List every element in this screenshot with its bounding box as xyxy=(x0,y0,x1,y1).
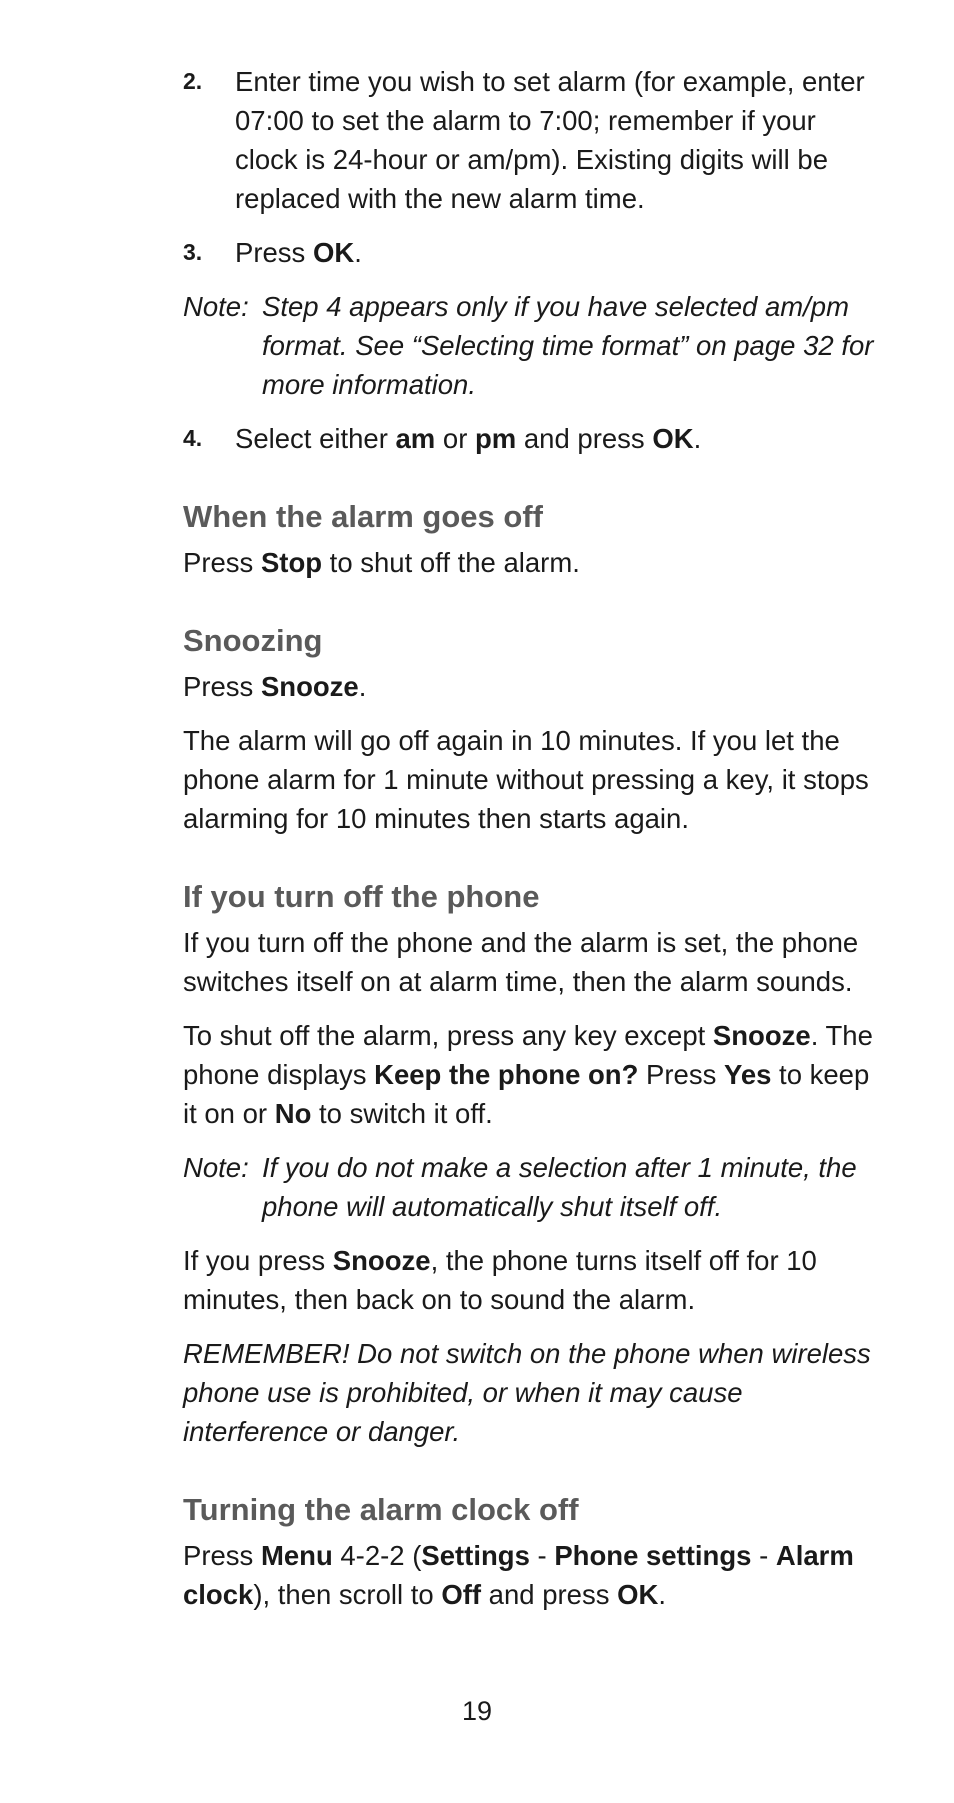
note-step-4 xyxy=(183,287,883,404)
step-2 xyxy=(183,62,883,218)
paragraph-stop-alarm: Press Stop to shut off the alarm. xyxy=(183,547,580,578)
heading-turn-off-phone: If you turn off the phone xyxy=(183,879,540,914)
step-4 xyxy=(183,419,883,458)
paragraph-snooze-info: The alarm will go off again in 10 minutes. If you let the phone alarm for 1 minute without pressing a key, it stops alarming for 10 minutes then starts again. xyxy=(183,725,869,834)
manual-page xyxy=(183,62,883,1629)
step-number: 2. xyxy=(183,68,203,94)
note-auto-shutoff xyxy=(183,1148,883,1226)
note-text: If you do not make a selection after 1 minute, the phone will automatically shut itself off. xyxy=(262,1152,857,1222)
paragraph-press-snooze-off: If you press Snooze, the phone turns itself off for 10 minutes, then back on to sound the alarm. xyxy=(183,1245,817,1315)
note-label: Note: xyxy=(183,1152,249,1183)
step-text: Select either am or pm and press OK. xyxy=(235,423,702,454)
page-number: 19 xyxy=(461,1696,493,1726)
paragraph-menu-path: Press Menu 4-2-2 (Settings - Phone settings - Alarm clock), then scroll to Off and press OK. xyxy=(183,1540,854,1610)
note-label: Note: xyxy=(183,291,249,322)
paragraph-phone-switches-on: If you turn off the phone and the alarm is set, the phone switches itself on at alarm time, then the alarm sounds. xyxy=(183,927,859,997)
remember-warning: REMEMBER! Do not switch on the phone when wireless phone use is prohibited, or when it may cause interference or danger. xyxy=(183,1338,871,1447)
heading-snoozing: Snoozing xyxy=(183,623,323,658)
paragraph-shut-off-alarm: To shut off the alarm, press any key except Snooze. The phone displays Keep the phone on? Press Yes to keep it on or No to switch it off. xyxy=(183,1020,873,1129)
step-number: 3. xyxy=(183,239,203,265)
heading-alarm-goes-off: When the alarm goes off xyxy=(183,499,543,534)
heading-turning-alarm-off: Turning the alarm clock off xyxy=(183,1492,579,1527)
step-3 xyxy=(183,233,883,272)
step-text: Enter time you wish to set alarm (for example, enter 07:00 to set the alarm to 7:00; remember if your clock is 24-hour or am/pm). Existing digits will be replaced with the new alarm time. xyxy=(235,66,865,214)
paragraph-press-snooze: Press Snooze. xyxy=(183,671,367,702)
step-number: 4. xyxy=(183,425,203,451)
note-text: Step 4 appears only if you have selected am/pm format. See “Selecting time format” on page 32 for more information. xyxy=(262,291,874,400)
step-text: Press OK. xyxy=(235,237,362,268)
